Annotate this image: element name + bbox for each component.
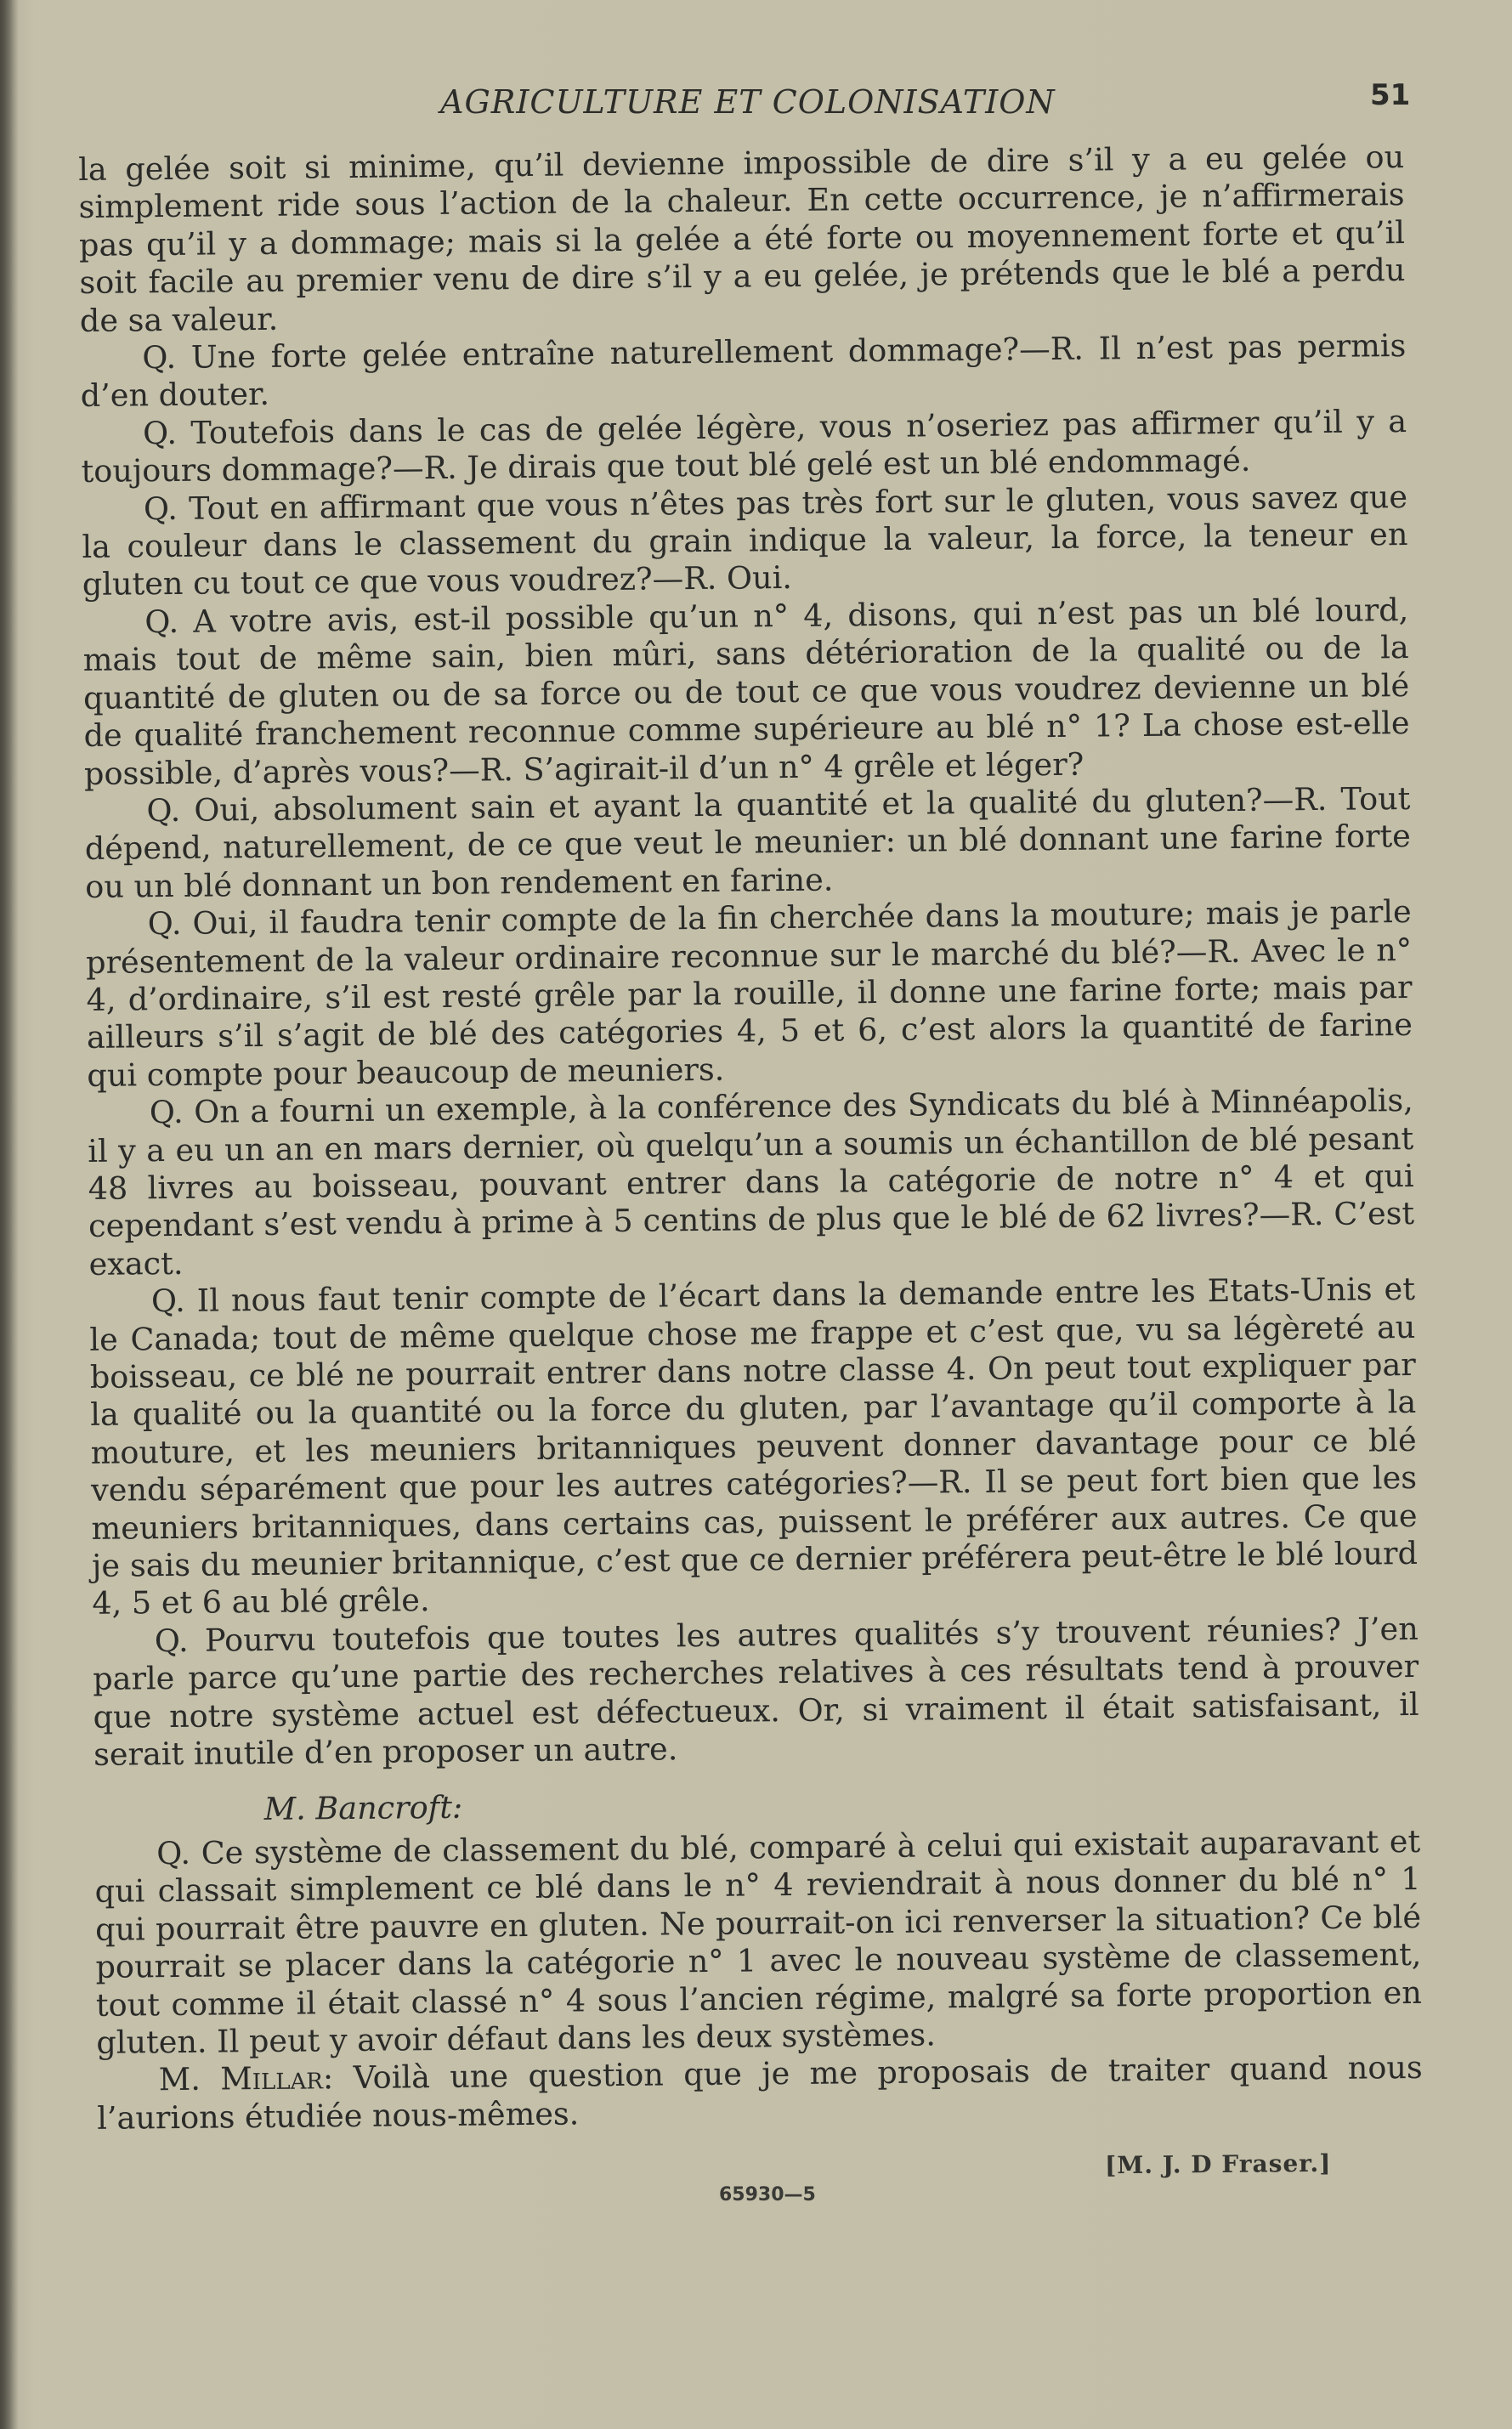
footer-code: 65930—5: [719, 2184, 816, 2205]
paragraph: Q. On a fourni un exemple, à la conférence des Syndicats du blé à Minnéapolis, il y a eu un an en mars dernier, où quelqu’un a soumis un échantillon de blé pesant 48 livres au boisseau, pouvant entrer dans la catégorie de notre n° 4 et qui cependant s’est vendu à prime à 5 centins de plus que le blé de 62 livres?—R. C’est exact.: [88, 1082, 1415, 1282]
body-text: [78, 139, 1423, 2137]
paragraph: Q. Oui, il faudra tenir compte de la fin cherchée dans la mouture; mais je parle présentement de la valeur ordinaire reconnue sur le marché du blé?—R. Avec le n° 4, d’ordinaire, s’il est resté grêle par la rouille, il donne une farine forte; mais par ailleurs s’il s’agit de blé des catégories 4, 5 et 6, c’est alors la quantité de farine qui compte pour beaucoup de meuniers.: [85, 893, 1413, 1094]
speaker-heading: M. Bancroft:: [263, 1789, 463, 1828]
speaker-text: : Voilà une question que je me proposais de traiter quand nous l’aurions étudiée nous-mêmes.: [97, 2049, 1423, 2137]
paragraph: Q. Il nous faut tenir compte de l’écart dans la demande entre les Etats-Unis et le Canada; tout de même quelque chose me frappe et c’est que, vu sa légèreté au boisseau, ce blé ne pourrait entrer dans notre classe 4. On peut tout expliquer par la qualité ou la quantité ou la force du gluten, par l’avantage qu’il comporte à la mouture, et les meuniers britanniques peuvent donner davantage pour ce blé vendu séparément que pour les autres catégories?—R. Il se peut fort bien que les meuniers britanniques, dans certains cas, puissent le préférer aux autres. Ce que je sais du meunier britannique, c’est que ce dernier préférera peut-être le blé lourd 4, 5 et 6 au blé grêle.: [89, 1271, 1419, 1622]
speaker-name: M. Millar: [158, 2059, 324, 2098]
binding-shadow: [0, 0, 19, 2429]
page-header: [0, 78, 1512, 129]
paragraph: Q. Tout en affirmant que vous n’êtes pas très fort sur le gluten, vous savez que la couleur dans le classement du grain indique la valeur, la force, la teneur en gluten cu tout ce que vous voudrez?—R. Oui.: [82, 478, 1408, 603]
paragraph: Q. Toutefois dans le cas de gelée légère, vous n’oseriez pas affirmer qu’il y a toujours dommage?—R. Je dirais que tout blé gelé est un blé endommagé.: [81, 402, 1407, 490]
paragraph: Q. Une forte gelée entraîne naturellement dommage?—R. Il n’est pas permis d’en douter.: [80, 327, 1407, 415]
page-number: 51: [1370, 78, 1411, 112]
paragraph: Q. Ce système de classement du blé, comparé à celui qui existait auparavant et qui classait simplement ce blé dans le n° 4 reviendrait à nous donner du blé n° 1 qui pourrait être pauvre en gluten. Ne pourrait-on ici renverser la situation? Ce blé pourrait se placer dans la catégorie n° 1 avec le nouveau système de classement, tout comme il était classé n° 4 sous l’ancien régime, malgré sa forte proportion en gluten. Il peut y avoir défaut dans les deux systèmes.: [94, 1822, 1423, 2061]
paragraph: Q. A votre avis, est-il possible qu’un n° 4, disons, qui n’est pas un blé lourd, mais tout de même sain, bien mûri, sans détérioration de la qualité ou de la quantité de gluten ou de sa force ou de tout ce que vous voudrez devienne un blé de qualité franchement reconnue comme supérieure au blé n° 1? La chose est-elle possible, d’après vous?—R. S’agirait-il d’un n° 4 grêle et léger?: [82, 591, 1410, 792]
paragraph: Q. Pourvu toutefois que toutes les autres qualités s’y trouvent réunies? J’en parle parce qu’une partie des recherches relatives à ces résultats tend à prouver que notre système actuel est défectueux. Or, si vraiment il était satisfaisant, il serait inutile d’en proposer un autre.: [93, 1610, 1419, 1773]
signature-reference: [M. J. D Fraser.]: [1104, 2149, 1332, 2180]
millar-paragraph: [97, 2049, 1424, 2137]
paragraph: Q. Oui, absolument sain et ayant la quantité et la qualité du gluten?—R. Tout dépend, naturellement, de ce que veut le meunier: un blé donnant une farine forte ou un blé donnant un bon rendement en farine.: [84, 779, 1412, 905]
paragraph: la gelée soit si minime, qu’il devienne impossible de dire s’il y a eu gelée ou simplement ride sous l’action de la chaleur. En cette occurrence, je n’affirmerais pas qu’il y a dommage; mais si la gelée a été forte ou moyennement forte et qu’il soit facile au premier venu de dire s’il y a eu gelée, je prétends que le blé a perdu de sa valeur.: [78, 139, 1406, 339]
running-title: AGRICULTURE ET COLONISATION: [440, 83, 1056, 121]
